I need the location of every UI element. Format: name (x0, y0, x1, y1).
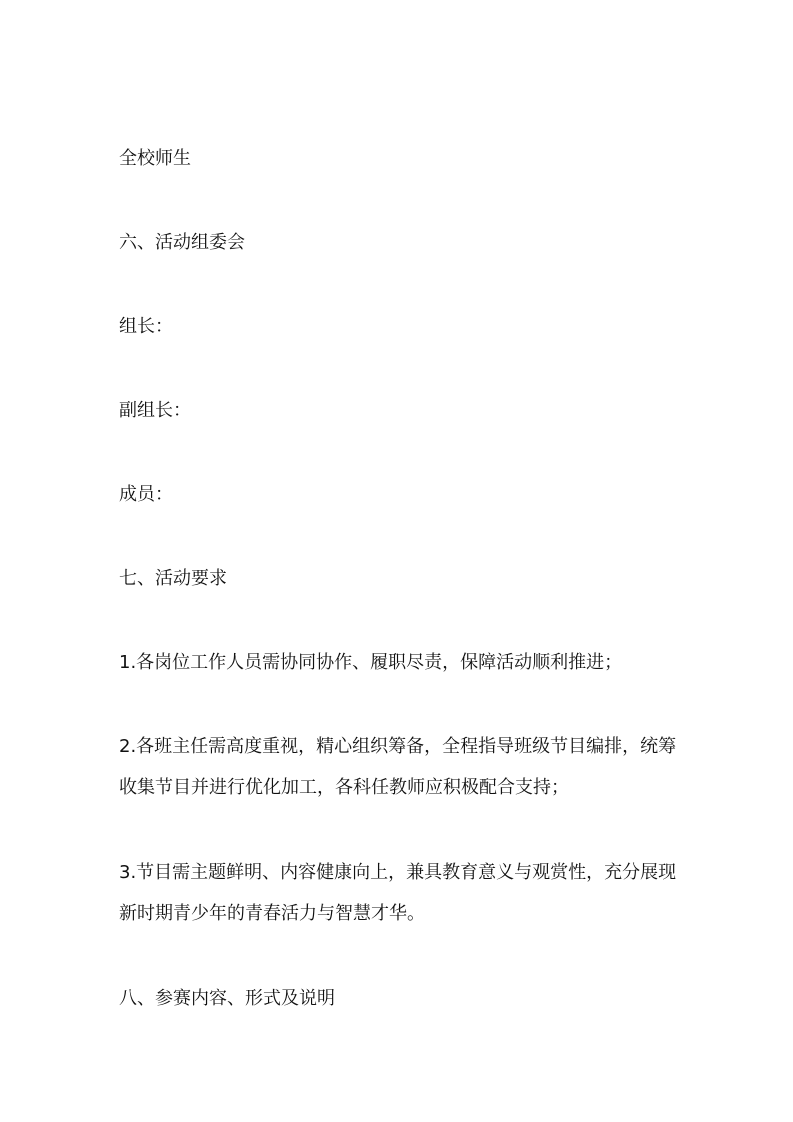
heading-section-six: 六、活动组委会 (119, 232, 245, 253)
paragraph-deputy-leader: 副组长： (119, 400, 191, 421)
paragraph-requirement-1: 1.各岗位工作人员需协同协作、履职尽责，保障活动顺利推进； (119, 652, 623, 673)
paragraph-group-leader: 组长： (119, 316, 173, 337)
paragraph-requirement-2: 2.各班主任需高度重视，精心组织筹备，全程指导班级节目编排，统筹收集节目并进行优化加工，各科任教师应积极配合支持； (119, 736, 677, 798)
paragraph-requirement-3: 3.节目需主题鲜明、内容健康向上，兼具教育意义与观赏性，充分展现新时期青少年的青春活力与智慧才华。 (119, 862, 677, 924)
heading-section-seven: 七、活动要求 (119, 568, 227, 589)
heading-section-eight: 八、参赛内容、形式及说明 (119, 988, 335, 1009)
paragraph-members: 成员： (119, 484, 173, 505)
paragraph-participants: 全校师生 (119, 148, 191, 169)
